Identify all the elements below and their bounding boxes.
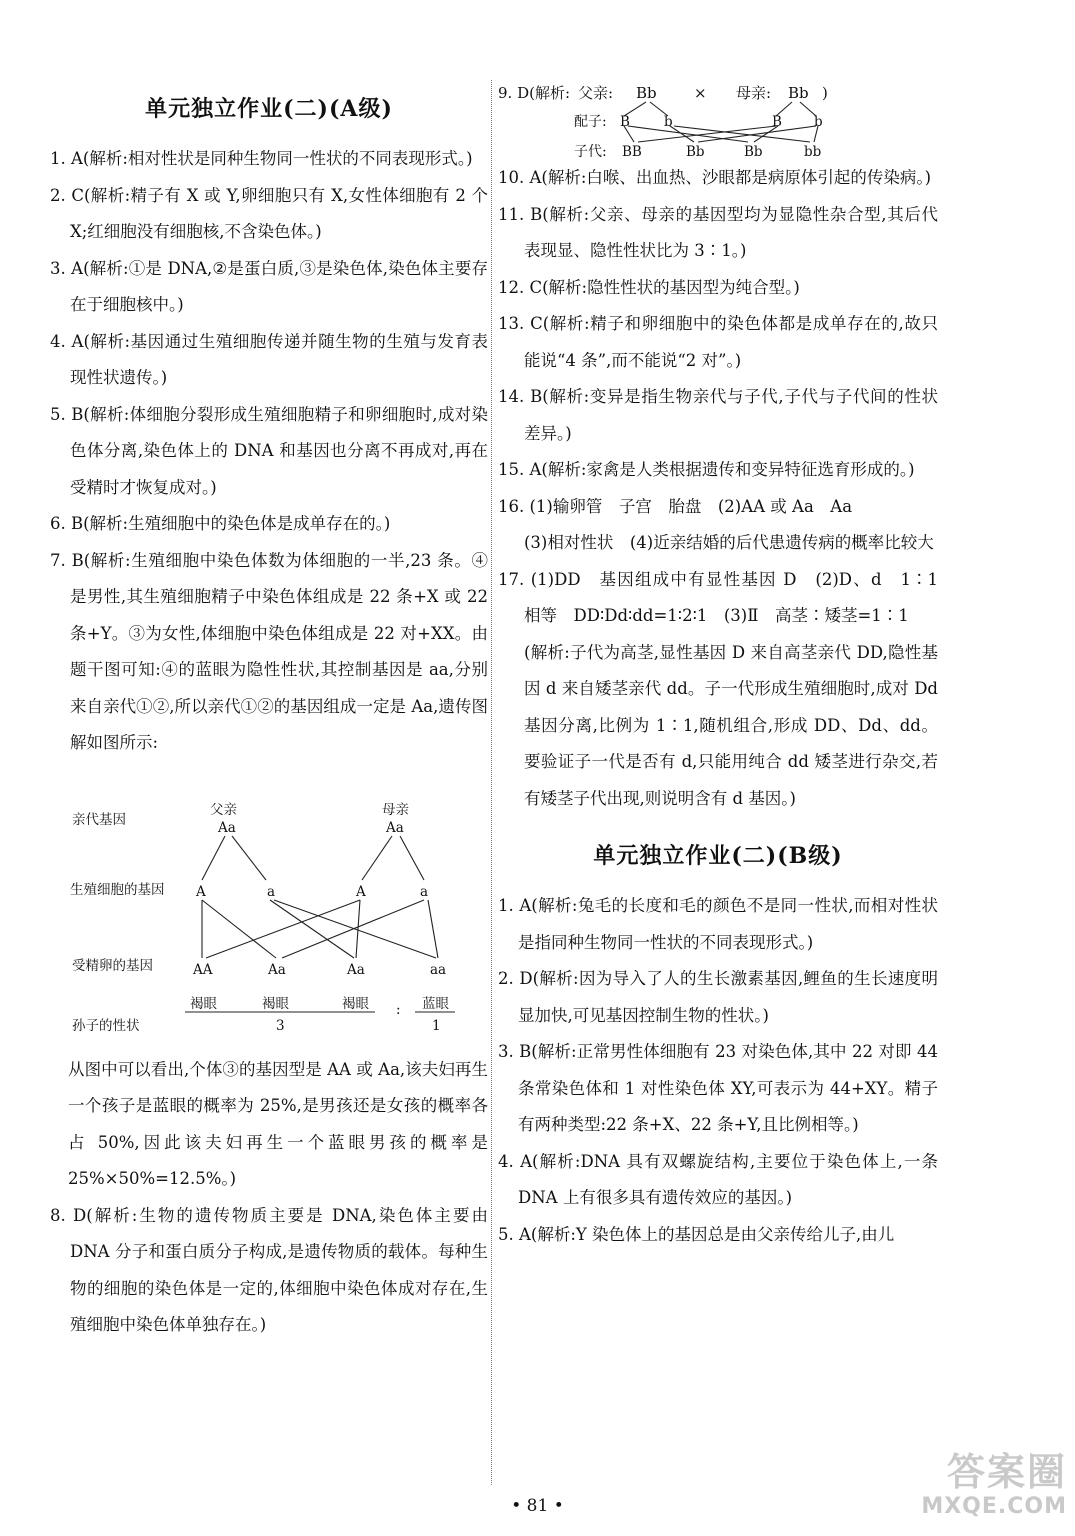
zygote-genotype: Aa xyxy=(347,961,365,978)
left-column xyxy=(50,70,488,1344)
row-label-parents: 亲代基因 xyxy=(72,811,126,828)
page-number: • 81 • xyxy=(511,1496,564,1516)
answer-item: 6. B(解析:生殖细胞中的染色体是成单存在的。) xyxy=(50,514,391,533)
gamete-allele: b xyxy=(664,114,673,130)
row-label-zygotes: 受精卵的基因 xyxy=(72,957,153,974)
trait-label: 褐眼 xyxy=(262,995,289,1012)
gamete-allele: a xyxy=(420,883,429,900)
answer-item-continuation: 从图中可以看出,个体③的基因型是 AA 或 Aa,该夫妇再生一个孩子是蓝眼的概率为 25%,是男孩还是女孩的概率各占 50%,因此该夫妇再生一个蓝眼男孩的概率是 25%×50%=12.5%。) xyxy=(68,1059,488,1188)
gamete-allele: a xyxy=(267,883,276,900)
father-label: 父亲: xyxy=(578,84,614,102)
watermark-text: 答案圈 xyxy=(946,1450,1067,1494)
answer-item-continuation: (3)相对性状 (4)近亲结婚的后代患遗传病的概率比较大 xyxy=(524,533,934,552)
offspring-label: 子代: xyxy=(574,144,607,160)
section-b-title: 单元独立作业(二)(B级) xyxy=(593,843,843,869)
offspring-genotype: bb xyxy=(804,144,822,160)
answer-item: 5. A(解析:Y 染色体上的基因总是由父亲传给儿子,由儿 xyxy=(498,1224,895,1244)
answer-item: 4. A(解析:基因通过生殖细胞传递并随生物的生殖与发育表现性状遗传。) xyxy=(50,331,488,387)
answer-item: 16. (1)输卵管 子宫 胎盘 (2)AA 或 Aa Aa xyxy=(498,496,853,516)
trait-label: 蓝眼 xyxy=(422,995,449,1012)
gamete-allele: B xyxy=(620,114,630,130)
cross-lines xyxy=(624,102,818,142)
answer-item: 7. B(解析:生殖细胞中染色体数为体细胞的一半,23 条。④是男性,其生殖细胞精子中染色体组成是 22 条+X 或 22 条+Y。③为女性,体细胞中染色体组成是 22 对+XX。由题干图可知:④的蓝眼为隐性性状,其控制基因是 aa,分别来自亲代①②,所以亲代①②的基因组成一定是 Aa,遗传图解如图所示: xyxy=(50,550,488,752)
gamete-label: 配子: xyxy=(574,114,607,130)
answer-item: 3. B(解析:正常男性体细胞有 23 对染色体,其中 22 对即 44 条常染色体和 1 对性染色体 XY,可表示为 44+XY。精子有两种类型:22 条+X、22 条+Y,且比例相等。) xyxy=(498,1042,938,1134)
answer-item-explanation: (解析:子代为高茎,显性基因 D 来自高茎亲代 DD,隐性基因 d 来自矮茎亲代 dd。子一代形成生殖细胞时,成对 Dd 基因分离,比例为 1∶1,随机组合,形成 DD、Dd、dd。要验证子一代是否有 d,只能用纯合 dd 矮茎进行杂交,若有矮茎子代出现,则说明含有 d 基因。) xyxy=(524,642,938,808)
answer-item: 14. B(解析:变异是指生物亲代与子代,子代与子代间的性状差异。) xyxy=(498,387,938,443)
answer-item: 1. A(解析:兔毛的长度和毛的颜色不是同一性状,而相对性状是指同种生物同一性状的不同表现形式。) xyxy=(498,896,938,952)
answer-item: 3. A(解析:①是 DNA,②是蛋白质,③是染色体,染色体主要存在于细胞核中。) xyxy=(50,258,488,314)
item9-head: 9. D(解析: xyxy=(498,84,571,102)
zygote-genotype: aa xyxy=(430,961,447,978)
zygote-genotype: Aa xyxy=(268,961,286,978)
answer-item: 15. A(解析:家禽是人类根据遗传和变异特征选育形成的。) xyxy=(498,460,915,479)
trait-label: 褐眼 xyxy=(342,995,369,1012)
offspring-genotype: Bb xyxy=(744,144,763,160)
answer-item: 12. C(解析:隐性性状的基因型为纯合型。) xyxy=(498,277,800,297)
mother-label: 母亲: xyxy=(736,84,772,102)
row-label-gametes: 生殖细胞的基因 xyxy=(70,881,165,898)
father-genotype: Aa xyxy=(218,819,236,836)
ratio-separator: : xyxy=(396,1001,401,1018)
gamete-allele: A xyxy=(356,883,366,900)
watermark-url: MXQE.COM xyxy=(921,1494,1067,1519)
trait-label: 褐眼 xyxy=(190,995,217,1012)
item9-block xyxy=(498,80,938,160)
row-label-traits: 孙子的性状 xyxy=(72,1017,140,1034)
close-paren: ) xyxy=(822,84,828,102)
answer-item: 5. B(解析:体细胞分裂形成生殖细胞精子和卵细胞时,成对染色体分离,染色体上的 DNA 和基因也分离不再成对,再在受精时才恢复成对。) xyxy=(50,404,488,497)
ratio-right: 1 xyxy=(432,1017,441,1034)
father-genotype: Bb xyxy=(636,84,657,102)
father-label: 父亲 xyxy=(210,801,237,818)
cross-symbol: × xyxy=(694,84,707,102)
answer-item: 2. C(解析:精子有 X 或 Y,卵细胞只有 X,女性体细胞有 2 个 X;红细胞没有细胞核,不含染色体。) xyxy=(50,185,488,241)
column-divider xyxy=(491,80,492,1485)
inheritance-diagram xyxy=(50,762,488,1052)
answer-item: 4. A(解析:DNA 具有双螺旋结构,主要位于染色体上,一条 DNA 上有很多具有遗传效应的基因。) xyxy=(498,1151,938,1207)
answer-item: 13. C(解析:精子和卵细胞中的染色体都是成单存在的,故只能说“4 条”,而不能说“2 对”。) xyxy=(498,314,938,370)
offspring-genotype: BB xyxy=(622,144,642,160)
answer-item: 10. A(解析:白喉、出血热、沙眼都是病原体引起的传染病。) xyxy=(498,168,932,187)
mother-label: 母亲 xyxy=(382,801,409,818)
gamete-allele: B xyxy=(772,114,782,130)
mother-genotype: Bb xyxy=(788,84,809,102)
answer-item: 1. A(解析:相对性状是同种生物同一性状的不同表现形式。) xyxy=(50,149,473,168)
right-column xyxy=(498,80,955,1253)
diagram-lines xyxy=(185,836,455,1012)
watermark-logo xyxy=(897,1450,1067,1530)
gamete-allele: A xyxy=(196,883,206,900)
answer-item: 17. (1)DD 基因组成中有显性基因 D (2)D、d 1∶1 相等 DD∶Dd∶dd=1∶2∶1 (3)Ⅱ 高茎∶矮茎=1∶1 xyxy=(498,569,955,625)
ratio-left: 3 xyxy=(276,1017,285,1034)
answer-item: 8. D(解析:生物的遗传物质主要是 DNA,染色体主要由 DNA 分子和蛋白质分子构成,是遗传物质的载体。每种生物的细胞的染色体是一定的,体细胞中染色体成对存在,生殖细胞中染色体单独存在。) xyxy=(50,1205,488,1334)
cross-diagram xyxy=(498,80,938,160)
section-a-title: 单元独立作业(二)(A级) xyxy=(145,96,393,122)
offspring-genotype: Bb xyxy=(686,144,705,160)
mother-genotype: Aa xyxy=(386,819,404,836)
answer-item: 11. B(解析:父亲、母亲的基因型均为显隐性杂合型,其后代表现显、隐性性状比为 3∶1。) xyxy=(498,204,938,260)
answer-item: 2. D(解析:因为导入了人的生长激素基因,鲤鱼的生长速度明显加快,可见基因控制生物的性状。) xyxy=(498,969,938,1025)
gamete-allele: b xyxy=(814,114,823,130)
zygote-genotype: AA xyxy=(193,961,213,978)
